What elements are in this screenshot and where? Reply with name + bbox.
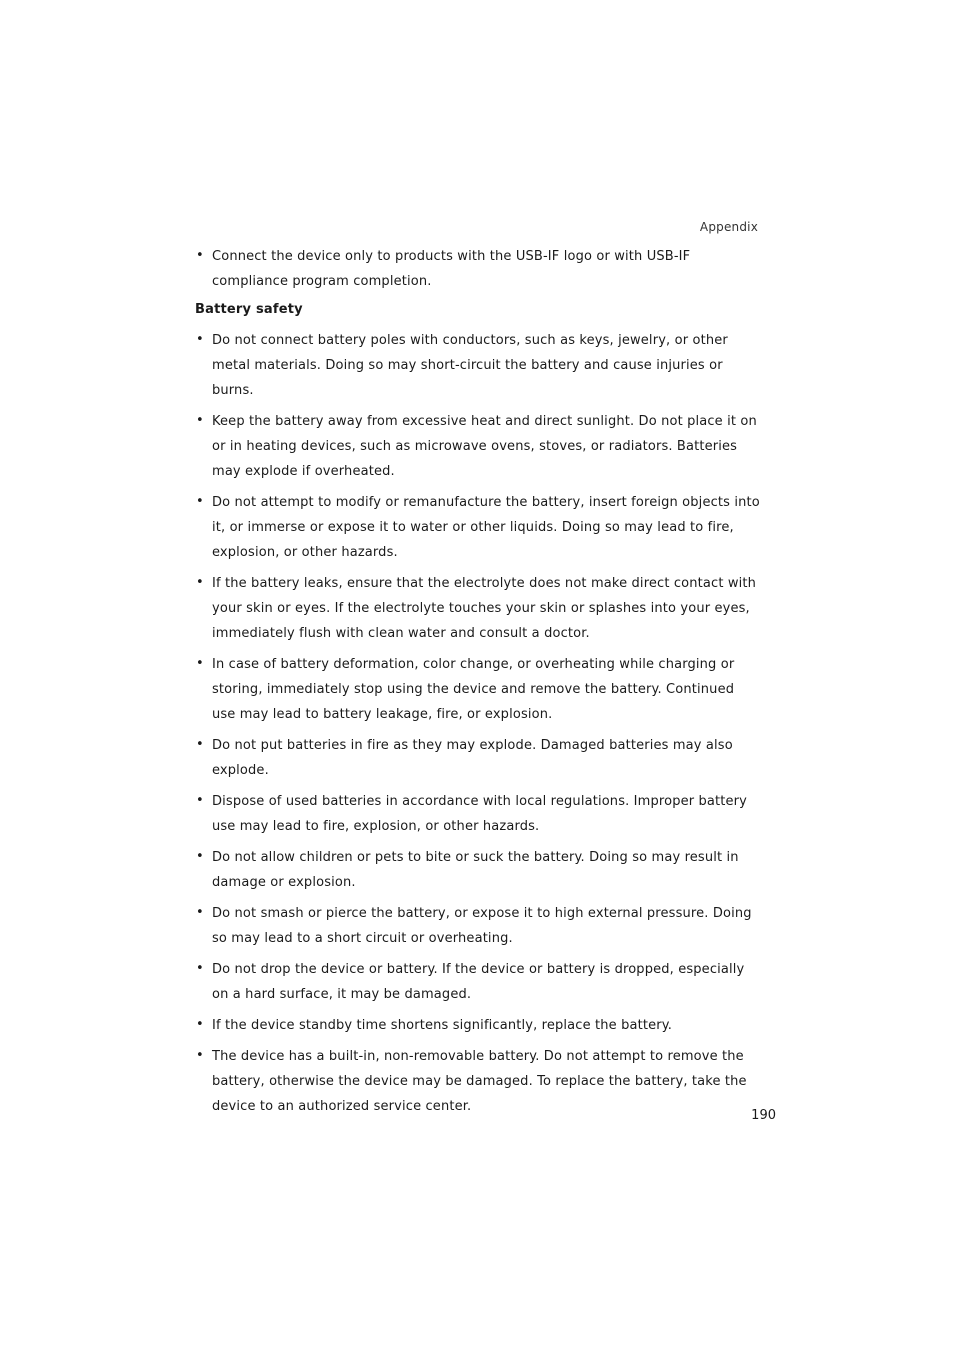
list-item-text: Keep the battery away from excessive heat and direct sunlight. Do not place it on or in heating devices, such as microwave ovens, stoves, or radiators. Batteries may explode if overheated. [212, 414, 757, 479]
bullet-icon: • [196, 494, 204, 509]
list-item [195, 901, 760, 951]
bullet-icon: • [196, 737, 204, 752]
list-item [195, 571, 760, 646]
bullet-icon: • [196, 656, 204, 671]
list-item-text: Do not drop the device or battery. If the device or battery is dropped, especially on a hard surface, it may be damaged. [212, 962, 745, 1002]
list-item [195, 957, 760, 1007]
bullet-icon: • [196, 849, 204, 864]
list-item-text: In case of battery deformation, color change, or overheating while charging or storing, immediately stop using the device and remove the battery. Continued use may lead to battery leakage, fire, or explosion. [212, 657, 735, 722]
bullet-icon: • [196, 575, 204, 590]
bullet-icon: • [196, 1048, 204, 1063]
list-item-text: Do not connect battery poles with conductors, such as keys, jewelry, or other metal materials. Doing so may short-circuit the battery and cause injuries or burns. [212, 333, 728, 398]
list-item-text: If the battery leaks, ensure that the electrolyte does not make direct contact with your skin or eyes. If the electrolyte touches your skin or splashes into your eyes, immediately flush with clean water and consult a doctor. [212, 576, 757, 641]
bullet-icon: • [196, 905, 204, 920]
bullet-icon: • [196, 332, 204, 347]
list-item [195, 789, 760, 839]
list-item-text: Do not allow children or pets to bite or suck the battery. Doing so may result in damage or explosion. [212, 850, 739, 890]
page-body [195, 244, 760, 1125]
list-item-text: Dispose of used batteries in accordance with local regulations. Improper battery use may lead to fire, explosion, or other hazards. [212, 794, 748, 834]
list-item-text: Do not attempt to modify or remanufacture the battery, insert foreign objects into it, or immerse or expose it to water or other liquids. Doing so may lead to fire, explosion, or other hazards. [212, 495, 760, 560]
bullet-icon: • [196, 413, 204, 428]
list-item-text: Do not put batteries in fire as they may explode. Damaged batteries may also explode. [212, 738, 733, 778]
list-item [195, 490, 760, 565]
list-item [195, 733, 760, 783]
bullet-icon: • [196, 961, 204, 976]
list-item-text: If the device standby time shortens significantly, replace the battery. [212, 1018, 673, 1033]
bullet-icon: • [196, 793, 204, 808]
list-item-text: Connect the device only to products with the USB-IF logo or with USB-IF compliance program completion. [212, 249, 691, 289]
page-number: 190 [751, 1108, 776, 1123]
bullet-icon: • [196, 248, 204, 263]
list-item-text: The device has a built-in, non-removable battery. Do not attempt to remove the battery, otherwise the device may be damaged. To replace the battery, take the device to an authorized service center. [212, 1049, 747, 1114]
list-item [195, 409, 760, 484]
list-item [195, 244, 760, 294]
section-heading: Battery safety [195, 302, 303, 317]
list-item-text: Do not smash or pierce the battery, or expose it to high external pressure. Doing so may lead to a short circuit or overheating. [212, 906, 752, 946]
bullet-icon: • [196, 1017, 204, 1032]
running-header-section: Appendix [699, 220, 758, 234]
list-item [195, 845, 760, 895]
list-item [195, 652, 760, 727]
list-item [195, 1013, 760, 1038]
list-item [195, 328, 760, 403]
